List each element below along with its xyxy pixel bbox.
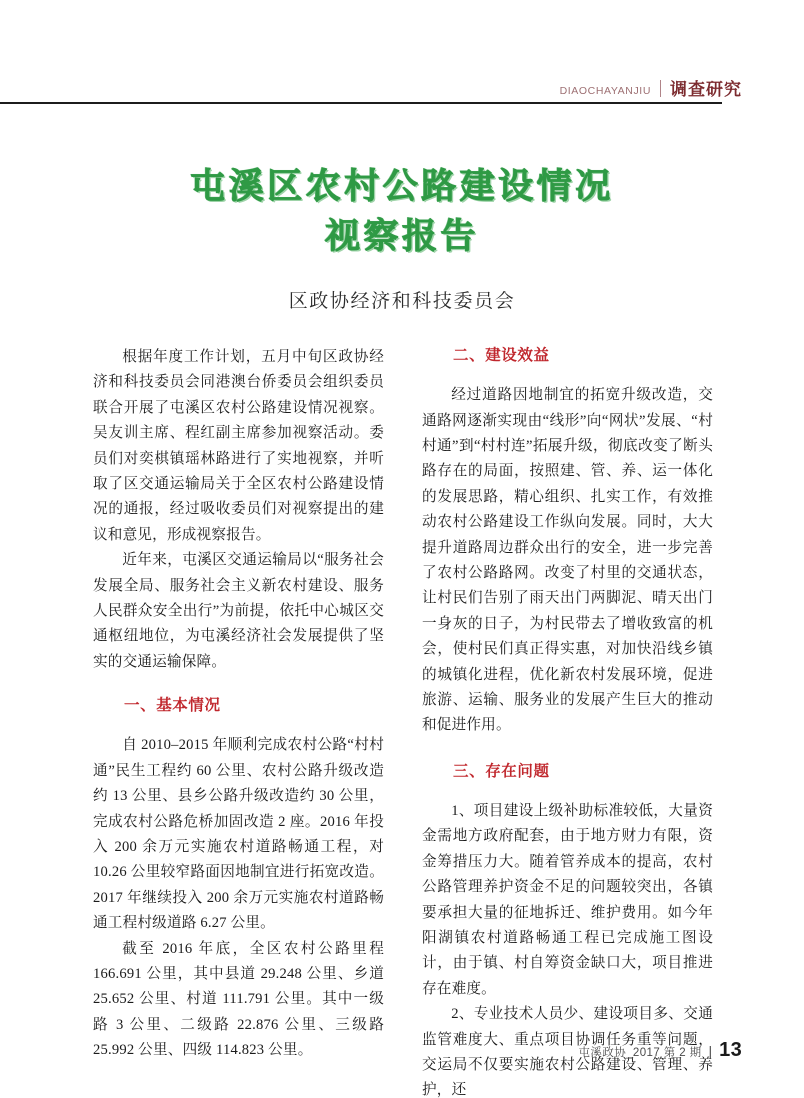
paragraph: 截至 2016 年底，全区农村公路里程 166.691 公里，其中县道 29.248 公里、乡道 25.652 公里、村道 111.791 公里。其中一级路 3 公里、二级路 22.876 公里、三级路 25.992 公里、四级 114.823 公里。 xyxy=(93,940,384,1059)
paragraph: 自 2010–2015 年顺利完成农村公路“村村通”民生工程约 60 公里、农村公路升级改造约 13 公里、县乡公路升级改造约 30 公里，完成农村公路危桥加固改造 2 座。2016 年投入 200 余万元实施农村道路畅通工程，对 10.26 公里较窄路面因地制宜进行拓宽改造。2017 年继续投入 200 余万元实施农村道路畅通工程村级道路 6.27 公里。 xyxy=(93,737,384,932)
section-heading-1: 一、基本情况 xyxy=(124,696,221,715)
paragraph: 1、项目建设上级补助标准较低，大量资金需地方政府配套，由于地方财力有限，资金筹措压力大。随着管养成本的提高，农村公路管理养护资金不足的问题较突出，各镇要承担大量的征地拆迁、维护费用。如今年阳湖镇农村道路畅通工程已完成施工图设计，由于镇、村自筹资金缺口大，项目推进存在难度。 xyxy=(422,802,713,997)
page-number: 13 xyxy=(719,1039,742,1061)
paragraph: 近年来，屯溪区交通运输局以“服务社会发展全局、服务社会主义新农村建设、服务人民群众安全出行”为前提，依托中心城区交通枢纽地位，为屯溪经济社会发展提供了坚实的交通运输保障。 xyxy=(93,552,384,670)
section-heading-2: 二、建设效益 xyxy=(453,346,550,364)
page-footer xyxy=(62,1039,742,1062)
title-block xyxy=(0,163,804,313)
section-heading-3: 三、存在问题 xyxy=(453,761,550,780)
article-title xyxy=(0,163,804,262)
header-rule xyxy=(0,102,722,104)
article-title-line-2: 视察报告 xyxy=(324,216,479,257)
running-head xyxy=(62,68,742,98)
running-head-divider xyxy=(660,80,661,97)
article-byline: 区政协经济和科技委员会 xyxy=(288,290,516,313)
paragraph: 根据年度工作计划，五月中旬区政协经济和科技委员会同港澳台侨委员会组织委员联合开展了屯溪区农村公路建设情况视察。吴友训主席、程红副主席参加视察活动。委员们对奕棋镇瑶林路进行了实地视察，并听取了区交通运输局关于全区农村公路建设情况的通报，经过吸收委员们对视察提出的建议和意见，形成视察报告。 xyxy=(93,349,384,543)
footer-source: 屯溪政协_2017 第 2 期 xyxy=(578,1047,702,1059)
column-left xyxy=(93,345,384,1059)
running-head-title: 调查研究 xyxy=(670,80,742,99)
article-title-line-1: 屯溪区农村公路建设情况 xyxy=(190,167,614,207)
footer-separator: | xyxy=(708,1043,713,1059)
running-head-pinyin: DIAOCHAYANJIU xyxy=(559,84,651,97)
paragraph: 经过道路因地制宜的拓宽升级改造，交通路网逐渐实现由“线形”向“网状”发展、“村村通”到“村村连”拓展升级，彻底改变了断头路存在的局面，按照建、管、养、运一体化的发展思路，精心组织、扎实工作，有效推动农村公路建设工作纵向发展。同时，大大提升道路周边群众出行的安全，进一步完善了农村公路路网。改变了村里的交通状态，让村民们告别了雨天出门两脚泥、晴天出门一身灰的日子，为村民带去了增收致富的机会，使村民们真正得实惠，对加快沿线乡镇的城镇化进程，优化新农村发展环境，促进旅游、运输、服务业的发展产生巨大的推动和促进作用。 xyxy=(422,387,713,734)
paragraph: 2、专业技术人员少、建设项目多、交通监管难度大、重点项目协调任务重等问题，交运局不仅要实施农村公路建设、管理、养护，还 xyxy=(422,1006,713,1098)
